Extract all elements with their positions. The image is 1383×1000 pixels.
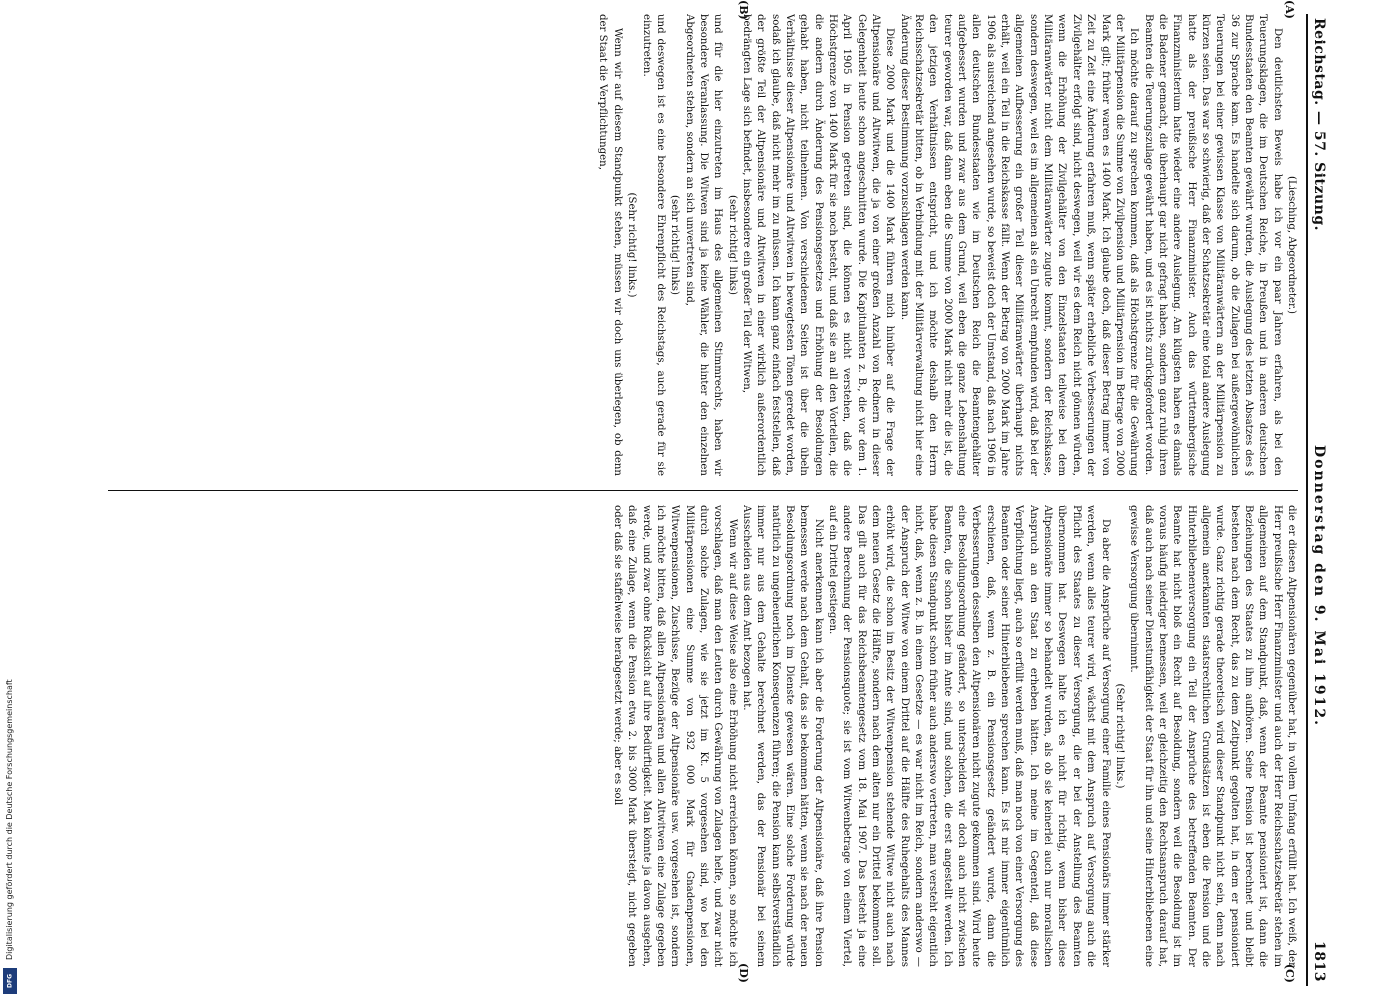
margin-marker-d: (D) [737, 963, 750, 983]
paragraph: die er diesen Altpensionären gegenüber hat, in vollem Umfang erfüllt hat. Ich weiß, der Herr preußische Herr Finanzminister und auch der Herr Reichsschatzsekretär stehen im allgemeinen auf dem Standpunkt, daß, wenn der Beamte pensioniert ist, dann die Beziehungen des Staates zu ihm aufhören. Seine Pension ist berechnet und bleibt bestehen nach dem Recht, das zu dem Zeitpunkt gegolten hat, in dem er pensioniert wurde. Ganz richtig gerade theoretisch wird dieser Standpunkt nicht sein, denn nach allgemein anerkannten staatsrechtlichen Grundsätzen ist eben die Pension und die Hinterbliebenenversorgung ein Teil der Ansprüche des betreffenden Beamten. Der Beamte hat nicht bloß ein Recht auf Besoldung, sondern weil die Besoldung ist im voraus häufig niedriger bemessen, weil er gleichzeitig den Rechtsanspruch darauf hat, daß auch nach seiner Dienstunfähigkeit der Staat für ihn und seine Hinterbliebenen eine gewisse Versorgung übernimmt. [1128, 505, 1297, 967]
paragraph: Wenn wir auf diese Weise also eine Erhöhung nicht erreichen können, so möchte ich vorschlagen, daß man den Leuten durch Gewährung von Zulagen helfe, und zwar nicht durch solche Zulagen, wie sie jetzt im Kt. 5 vorgesehen sind, wo bei den Militärpensionen eine Summe von 932 000 Mark für Gnadenpensionen, Witwenpensionen, Zuschüsse, Bezüge der Altpensionäre usw. vorgesehen ist, sondern ich möchte bitten, daß allen Altpensionären und allen Altwitwen eine Zulage gegeben werde, und zwar ohne Rücksicht auf ihre Bedürftigkeit. Man könnte ja davon ausgehen, daß eine Zulage, wenn die Pension etwa 2. bis 3000 Mark übersteigt, nicht gegeben oder daß sie staffelweise herabgesetzt werde; aber es soll [611, 505, 738, 967]
paragraph: und für die hier einzutreten im Haus des allgemeinen Stimmrechts, haben wir besondere Veranlassung. Die Witwen sind ja keine Wähler, die hinter den einzelnen Abgeordneten stehen, sondern an sich unvertreten sind, [683, 14, 724, 476]
interjection: (sehr richtig! links) [669, 195, 681, 295]
speaker-line: (Liesching, Abgeordneter.) [1286, 176, 1297, 314]
header-left: Reichstag. — 57. Sitzung. [1311, 18, 1327, 231]
interjection: (Sehr richtig! links.) [626, 192, 638, 298]
paragraph: Diese 2000 Mark und die 1400 Mark führen mich hinüber auf die Frage der Altpensionäre und Altwitwen, die ja von einer großen Anzahl von Rednern in dieser Gelegenheit heute schon angeschnitten wurde. Die Kapitulanten z. B., die vor dem 1. April 1905 in Pension getreten sind, die können es nicht verstehen, daß die Höchstgrenze von 1400 Mark für sie noch besteht, und daß sie an all den Vorteilen, die die andern durch Änderung des Pensionsgesetzes und Erhöhung der Besoldungen gehabt haben, nicht teilnehmen. Von verschiedenen Seiten ist über die übeln Verhältnisse dieser Altpensionäre und Altwitwen in bewegtesten Tönen geredet worden, sodaß ich glaube, daß nicht mehr im zu müssen. Ich kann ganz einfach feststellen, daß der größte Teil der Altpensionäre und Altwitwen in einer wirklich außerordentlich bedrängten Lage sich befindet, insbesondere ein großer Teil der Witwen, [740, 14, 896, 476]
interjection: (sehr richtig! links) [726, 195, 738, 295]
columns [108, 0, 1298, 986]
page-number: 1813 [1311, 941, 1327, 982]
paragraph: Ich möchte darauf zu sprechen kommen, daß als Höchstgrenze für die Gewährung der Militärpension die Summe von Zivilpension und Militärpension im Betrage von 2000 Mark gilt; früher waren es 1400 Mark. Ich glaube doch, daß dieser Betrag immer von Zeit zu Zeit eine Änderung erfahren muß, wenn später erhebliche Verbesserungen der Zivilgehälter erfolgt sind, nicht deswegen, weil wir es dem Reich nicht gönnen würden, wenn die Erhöhung der Zivilgehälter von den Einzelstaaten teilweise bei dem Militäranwärter nicht dem Militäranwärter zugute kommt, sondern der Reichskasse, sondern deswegen, weil es im allgemeinen als ein Unrecht empfunden wird, daß bei der allgemeinen Aufbesserung ein großer Teil dieser Militäranwärter überhaupt nichts erhält, weil ein Teil in die Reichskasse fällt. Wenn der Betrag von 2000 Mark im Jahre 1906 als ausreichend angesehen wurde, so beweist doch der Umstand, daß nach 1906 in allen deutschen Bundesstaaten wie im Deutschen Reich die Beamtengehälter aufgebessert wurden und zwar aus dem Grund, weil eben die ganze Lebenshaltung teurer geworden war, daß dann eben die Summe von 2000 Mark nicht mehr die ist, die den jetzigen Verhältnissen entspricht, und ich möchte deshalb den Herrn Reichsschatzsekretär bitten, ob in Verbindung mit der Militärverwaltung nicht hier eine Änderung dieser Bestimmung vorzuschlagen werden kann. [898, 14, 1140, 476]
newspaper-page [70, 0, 1335, 1000]
paragraph: Nicht anerkennen kann ich aber die Forderung der Altpensionäre, daß ihre Pension bemessen werde nach dem Gehalt, das sie bekommen hätten, wenn sie nach der neuen Besoldungsordnung noch im Dienste gewesen wären. Eine solche Forderung würde natürlich zu ungeheuerlichen Konsequenzen führen; die Pension kann selbstverständlich immer nur aus dem Gehalte berechnet werden, das der Pensionär bei seinem Ausscheiden aus dem Amt bezogen hat. [740, 505, 824, 967]
dfg-logo: DFG [3, 968, 17, 994]
paragraph: Da aber die Ansprüche auf Versorgung einer Familie eines Pensionärs immer stärker werden, wenn alles teurer wird, wächst mit dem Anspruch auf Versorgung auch die Pflicht des Staates zu dieser Versorgung, die er bei der Anstellung des Beamten übernommen hat. Deswegen halte ich es nicht für richtig, wenn bisher diese Altpensionäre immer so behandelt wurden, als ob sie keinerlei auch nur moralischen Anspruch an den Staat zu erheben hätten. Ich meine im Gegenteil, daß diese Verpflichtung liegt, auch so erfüllt werden muß, daß man noch von einer Versorgung des Beamten oder seiner Hinterbliebenen sprechen kann. Es ist mir immer eigentümlich erschienen, daß, wenn z. B. ein Pensionsgesetz geändert wurde, dann die Verbesserungen desselben den Altpensionären nicht zugute gekommen sind. Wird heute eine Besoldungsordnung geändert, so unterscheiden wir doch auch nicht zwischen Beamten, die schon bisher im Amte sind, und solchen, die erst angestellt werden. Ich habe diesen Standpunkt schon früher auch anderswo vertreten, man versteht eigentlich nicht, daß, wenn z. B. in einem Gesetze — es war nicht im Reich, sondern anderswo — der Anspruch der Witwe von einem Drittel auf die Hälfte des Ruhegehalts des Mannes erhöht wird, die schon im Besitz der Witwenpension stehende Witwe nicht auch nach dem neuen Gesetz die Hälfte, sondern nach dem alten nur ein Drittel bekommen soll. Das gilt auch für das Reichsbeamtengesetz vom 18. Mai 1907. Das besteht ja eine andere Berechnung der Pensionsquote; sie ist vom Witwenbetrage von einem Viertel, auf ein Drittel gestiegen. [827, 505, 1111, 967]
margin-marker-c: (C) [1283, 963, 1296, 983]
right-column [108, 491, 1298, 983]
digitization-note: Digitalisierung gefördert durch die Deutsche Forschungsgemeinschaft [5, 679, 14, 960]
page-header [1306, 14, 1327, 986]
paragraph: Den deutlichsten Beweis habe ich vor ein paar Jahren erfahren, als bei den Teuerungsklagen, die im Deutschen Reiche, in Preußen und in anderen deutschen Bundesstaaten den Beamten gewährt wurden, die Auslegung des letzten Absatzes des § 36 zur Sprache kam. Es handelte sich darum, ob die Zulagen bei außergewöhnlichen Teuerungen bei einer gewissen Klasse von Militäranwärtern an der Militärpension zu kürzen seien. Das war so schwierig, daß der Schatzsekretär eine total andere Auslegung hatte als der preußische Herr Finanzminister. Auch das württembergische Finanzministerium hatte wieder eine andere Auslegung. Am klügsten haben es damals die Badener gemacht, die überhaupt gar nicht gefragt haben, sondern ganz ruhig ihren Beamten die Teuerungszulage gewährt haben, und es ist nichts zurückgefordert worden. [1142, 14, 1283, 476]
interjection: (Sehr richtig! links.) [1113, 683, 1125, 789]
margin-marker-b: (B) [737, 0, 750, 20]
paragraph: Wenn wir auf diesem Standpunkt stehen, müssen wir doch uns überlegen, ob denn der Staat die Verpflichtungen, [597, 14, 623, 476]
paragraph: und deswegen ist es eine besondere Ehrenpflicht des Reichstags, auch gerade für sie einzutreten. [640, 14, 666, 476]
left-column [108, 0, 1298, 490]
margin-marker-a: (A) [1283, 0, 1296, 19]
header-date: Donnerstag den 9. Mai 1912. [1311, 444, 1327, 728]
sidebar [0, 0, 22, 1000]
